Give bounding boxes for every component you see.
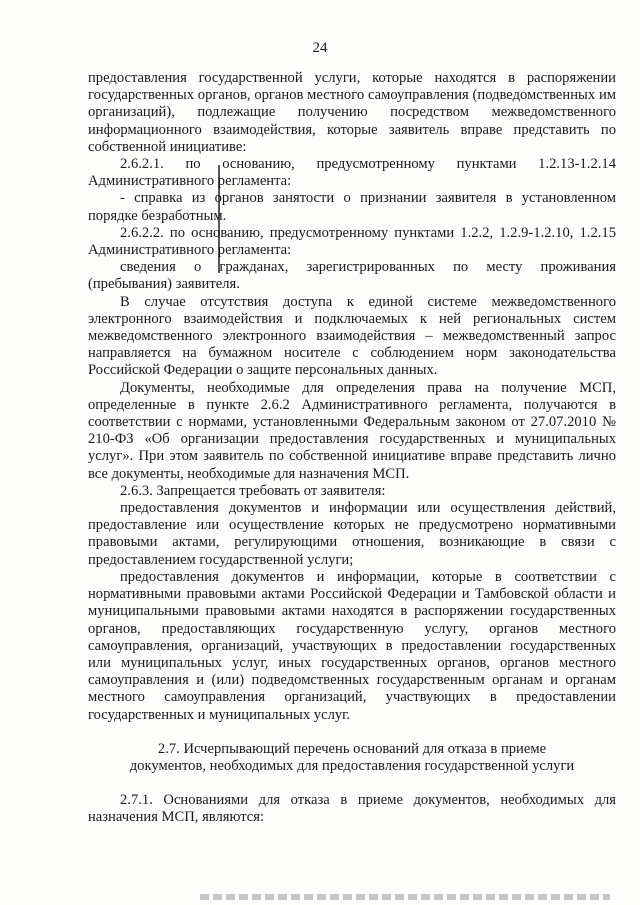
section-heading-line-1: 2.7. Исчерпывающий перечень оснований для отказа в приеме	[157, 740, 547, 757]
paragraph-2-6-3: 2.6.3. Запрещается требовать от заявителя:	[120, 482, 386, 499]
paragraph-2-6-2-2: 2.6.2.2. по основанию, предусмотренному пунктами 1.2.2, 1.2.9-1.2.10, 1.2.15 Административного регламента:	[88, 224, 616, 259]
paragraph-2-7-1: 2.7.1. Основаниями для отказа в приеме документов, необходимых для назначения МСП, являются:	[88, 792, 616, 826]
paragraph-no-access: В случае отсутствия доступа к единой системе межведомственного электронного взаимодействия и подключаемых к ней региональных систем межведомственного электронного взаимодействия – межведомственный запрос направляется на бумажном носителе с соблюдением норм законодательства Российской Федерации о защите персональных данных.	[88, 293, 616, 379]
section-heading-line-2: документов, необходимых для предоставления государственной услуги	[129, 757, 575, 774]
paragraph-unemployment-certificate: - справка из органов занятости о признании заявителя в установленном порядке безработным.	[88, 190, 616, 224]
page-number: 24	[312, 40, 328, 56]
paragraph-documents-msp: Документы, необходимые для определения права на получение МСП, определенные в пункте 2.6.2 Административного регламента, получаются в соответствии с нормами, установленными Федеральным законом от 27.07.2010 № 210-ФЗ «Об организации предоставления государственных и муниципальных услуг». При этом заявитель по собственной инициативе вправе представить лично все документы, необходимые для назначения МСП.	[88, 379, 616, 482]
paragraph-prohibition-2: предоставления документов и информации, которые в соответствии с нормативными правовыми актами Российской Федерации и Тамбовской области и муниципальными правовыми актами находятся в распоряжении государственных органов, предоставляющих государственную услугу, органов местного самоуправления, организаций, участвующих в предоставлении государственных или муниципальных услуг, иных государственных органов, органов местного самоуправления и (или) подведомственных государственным органам и органам местного самоуправления организаций, участвующих в предоставлении государственных и муниципальных услуг.	[88, 568, 616, 723]
paragraph-residence-info: сведения о гражданах, зарегистрированных по месту проживания (пребывания) заявителя.	[88, 259, 616, 293]
spacer	[88, 724, 616, 741]
paragraph-2-6-2-1: 2.6.2.1. по основанию, предусмотренному пунктами 1.2.13-1.2.14 Административного регламента:	[88, 156, 616, 190]
paragraph-prohibition-1: предоставления документов и информации или осуществления действий, предоставление или осуществление которых не предусмотрено нормативными правовыми актами, регулирующими отношения, возникающие в связи с предоставлением государственной услуги;	[88, 500, 616, 568]
spacer	[88, 775, 616, 792]
document-body	[88, 70, 616, 827]
paragraph-continuation: предоставления государственной услуги, которые находятся в распоряжении государственных органов, органов местного самоуправления (подведомственных им организаций), подлежащие получению посредством межведомственного информационного взаимодействия, которые заявитель вправе представить по собственной инициативе:	[88, 70, 616, 155]
cut-off-next-line	[200, 894, 610, 900]
